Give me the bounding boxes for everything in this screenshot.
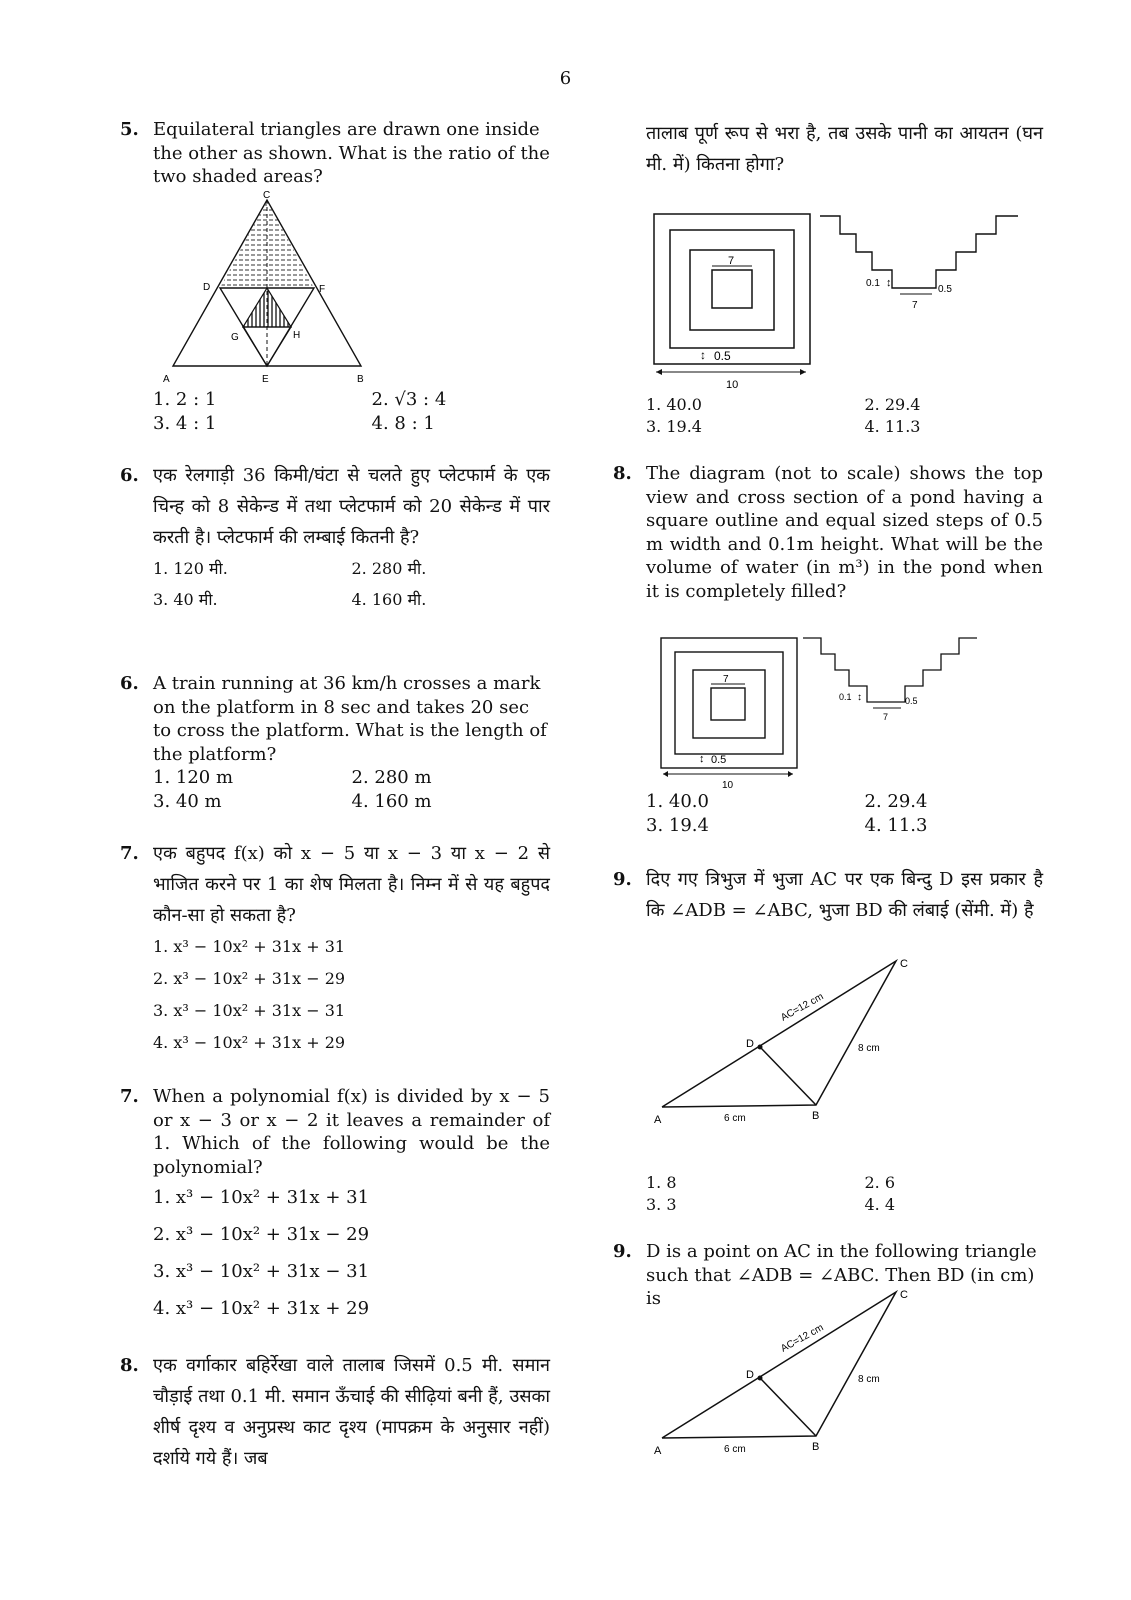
option-2[interactable]: 2. 280 m bbox=[351, 767, 432, 788]
option-2[interactable]: 2. 6 bbox=[864, 1173, 896, 1192]
svg-text:AC=12 cm: AC=12 cm bbox=[779, 1322, 826, 1355]
label-a: A bbox=[163, 374, 170, 385]
option-4[interactable]: 4. 160 m bbox=[351, 790, 432, 812]
segment-bd bbox=[760, 1047, 816, 1105]
label-f: F bbox=[319, 284, 326, 295]
option-3[interactable]: 3. 3 bbox=[646, 1195, 677, 1214]
question-text-continued: तालाब पूर्ण रूप से भरा है, तब उसके पानी का आयतन (घन मी. में) कितना होगा? bbox=[646, 123, 1043, 175]
label-e: E bbox=[262, 374, 269, 385]
question-number: 8. bbox=[613, 463, 632, 484]
option-1[interactable]: 1. x³ − 10x² + 31x + 31 bbox=[153, 1187, 370, 1208]
option-2[interactable]: 2. 29.4 bbox=[864, 395, 921, 414]
option-1[interactable]: 1. 8 bbox=[646, 1173, 677, 1192]
nested-triangles-figure bbox=[155, 188, 375, 388]
svg-text:0.5: 0.5 bbox=[905, 696, 918, 706]
question-number: 5. bbox=[120, 119, 139, 140]
option-3[interactable]: 3. 40 m bbox=[153, 790, 222, 812]
svg-text:0.5: 0.5 bbox=[711, 754, 727, 766]
option-3[interactable]: 3. 4 : 1 bbox=[153, 412, 217, 434]
pond-inner-square bbox=[712, 270, 752, 308]
svg-text:B: B bbox=[812, 1441, 820, 1453]
triangle-abc bbox=[662, 961, 896, 1107]
option-3[interactable]: 3. x³ − 10x² + 31x − 31 bbox=[153, 1001, 346, 1020]
option-1[interactable]: 1. 120 मी. bbox=[153, 559, 228, 578]
label-outer-10: 10 bbox=[726, 379, 739, 391]
option-4[interactable]: 4. 8 : 1 bbox=[371, 412, 435, 434]
label-step-05: 0.5 bbox=[714, 349, 731, 363]
label-c: C bbox=[263, 190, 271, 201]
question-text: एक बहुपद f(x) को x − 5 या x − 3 या x − 2 से भाजित करने पर 1 का शेष मिलता है। निम्न में से यह बहुपद कौन-सा हो सकता है? bbox=[153, 843, 550, 926]
question-number: 7. bbox=[120, 843, 139, 864]
option-1[interactable]: 1. 2 : 1 bbox=[153, 389, 217, 410]
question-7-english bbox=[120, 1085, 550, 1327]
label-step-arrow: ↕ bbox=[700, 348, 706, 362]
label-ab: 6 cm bbox=[724, 1113, 746, 1124]
option-3[interactable]: 3. 40 मी. bbox=[153, 590, 218, 609]
label-height-01: 0.1 bbox=[866, 278, 880, 289]
q5-options bbox=[120, 388, 590, 435]
option-2[interactable]: 2. √3 : 4 bbox=[371, 389, 447, 410]
question-number: 6. bbox=[120, 673, 139, 694]
label-bc: 8 cm bbox=[858, 1043, 880, 1054]
svg-text:D: D bbox=[746, 1369, 754, 1381]
label-b: B bbox=[357, 374, 364, 385]
question-8-hindi bbox=[120, 1350, 550, 1474]
option-4[interactable]: 4. x³ − 10x² + 31x + 29 bbox=[153, 1033, 346, 1052]
option-4[interactable]: 4. 4 bbox=[864, 1195, 896, 1214]
question-6-hindi bbox=[120, 460, 550, 615]
label-inner-7: 7 bbox=[728, 255, 735, 267]
label-g: G bbox=[231, 332, 239, 343]
option-3[interactable]: 3. 19.4 bbox=[646, 417, 702, 436]
option-3[interactable]: 3. x³ − 10x² + 31x − 31 bbox=[153, 1261, 370, 1282]
label-a: A bbox=[654, 1114, 662, 1125]
triangle-inner bbox=[243, 327, 291, 366]
question-text: Equilateral triangles are drawn one inside the other as shown. What is the ratio of the two shaded areas? bbox=[153, 119, 550, 187]
svg-text:10: 10 bbox=[722, 780, 734, 791]
svg-text:8 cm: 8 cm bbox=[858, 1374, 880, 1385]
question-text: दिए गए त्रिभुज में भुजा AC पर एक बिन्दु D इस प्रकार है कि ∠ADB = ∠ABC, भुजा BD की लंबाई (सेंमी. में) है bbox=[646, 869, 1043, 921]
svg-text:6 cm: 6 cm bbox=[724, 1444, 746, 1455]
option-2[interactable]: 2. x³ − 10x² + 31x − 29 bbox=[153, 1224, 370, 1245]
svg-text:↕: ↕ bbox=[699, 753, 705, 765]
svg-text:7: 7 bbox=[723, 674, 729, 685]
pond-cross-section bbox=[820, 216, 1018, 288]
question-text: The diagram (not to scale) shows the top view and cross section of a pond having a square outline and equal sized steps of 0.5 m width and 0.1m height. What will be the volume of water (in m³) in the pond when it is completely filled? bbox=[646, 463, 1043, 602]
label-d: D bbox=[746, 1038, 754, 1050]
question-number: 9. bbox=[613, 869, 632, 890]
label-ac: AC=12 cm bbox=[779, 991, 826, 1024]
pond-outer-square bbox=[654, 214, 810, 364]
page-number: 6 bbox=[559, 68, 572, 89]
option-4[interactable]: 4. 11.3 bbox=[864, 417, 921, 436]
option-1[interactable]: 1. 40.0 bbox=[646, 395, 702, 414]
triangle-figure-english bbox=[648, 1286, 918, 1456]
option-4[interactable]: 4. 160 मी. bbox=[351, 590, 427, 609]
triangle-figure-hindi bbox=[648, 955, 918, 1125]
q8-hindi-options bbox=[613, 394, 1083, 438]
option-3[interactable]: 3. 19.4 bbox=[646, 814, 709, 836]
option-1[interactable]: 1. x³ − 10x² + 31x + 31 bbox=[153, 937, 346, 956]
option-2[interactable]: 2. x³ − 10x² + 31x − 29 bbox=[153, 969, 346, 988]
option-4[interactable]: 4. 11.3 bbox=[864, 814, 928, 836]
question-text: D is a point on AC in the following triangle such that ∠ADB = ∠ABC. Then BD (in cm) is bbox=[646, 1241, 1037, 1309]
label-h: H bbox=[293, 330, 301, 341]
svg-text:↕: ↕ bbox=[886, 277, 892, 289]
option-4[interactable]: 4. x³ − 10x² + 31x + 29 bbox=[153, 1298, 370, 1319]
pond-figure-english bbox=[655, 632, 985, 792]
option-2[interactable]: 2. 280 मी. bbox=[351, 559, 427, 578]
option-1[interactable]: 1. 120 m bbox=[153, 767, 234, 788]
label-bottom-7: 7 bbox=[912, 300, 918, 311]
option-2[interactable]: 2. 29.4 bbox=[864, 791, 928, 812]
question-text: एक वर्गाकार बहिर्रेखा वाले तालाब जिसमें 0.5 मी. समान चौड़ाई तथा 0.1 मी. समान ऊँचाई की सीढ़ियां बनी हैं, उसका शीर्ष दृश्य व अनुप्रस्थ काट दृश्य (मापक्रम के अनुसार नहीं) दर्शाये गये हैं। जब bbox=[153, 1355, 550, 1469]
label-d: D bbox=[203, 282, 211, 293]
question-8-english bbox=[613, 462, 1043, 603]
question-number: 8. bbox=[120, 1355, 139, 1376]
option-1[interactable]: 1. 40.0 bbox=[646, 791, 709, 812]
label-width-05: 0.5 bbox=[938, 284, 952, 295]
question-text: A train running at 36 km/h crosses a mark on the platform in 8 sec and takes 20 sec to cross the platform. What is the length of the platform? bbox=[153, 673, 547, 765]
label-b: B bbox=[812, 1110, 820, 1122]
svg-text:↕: ↕ bbox=[857, 692, 862, 703]
question-text: When a polynomial f(x) is divided by x − 5 or x − 3 or x − 2 it leaves a remainder of 1. Which of the following would be the polynomial? bbox=[153, 1086, 550, 1178]
q9-hindi-options bbox=[613, 1172, 1083, 1216]
svg-text:C: C bbox=[900, 1289, 908, 1301]
label-c: C bbox=[900, 958, 908, 970]
question-9-hindi bbox=[613, 864, 1043, 926]
question-6-english bbox=[120, 672, 550, 813]
svg-text:7: 7 bbox=[883, 712, 889, 722]
q8-english-options bbox=[613, 790, 1083, 837]
question-number: 6. bbox=[120, 465, 139, 486]
question-text: एक रेलगाड़ी 36 किमी/घंटा से चलते हुए प्लेटफार्म के एक चिन्ह को 8 सेकेन्ड में तथा प्लेटफार्म को 20 सेकेन्ड में पार करती है। प्लेटफार्म की लम्बाई कितनी है? bbox=[153, 465, 550, 548]
question-7-hindi bbox=[120, 838, 550, 1059]
pond-figure-hindi bbox=[648, 208, 1028, 393]
question-8-hindi-continued bbox=[613, 118, 1043, 180]
question-number: 9. bbox=[613, 1241, 632, 1262]
question-number: 7. bbox=[120, 1086, 139, 1107]
question-5 bbox=[120, 118, 550, 189]
svg-text:0.1: 0.1 bbox=[839, 692, 852, 702]
svg-text:A: A bbox=[654, 1445, 662, 1456]
